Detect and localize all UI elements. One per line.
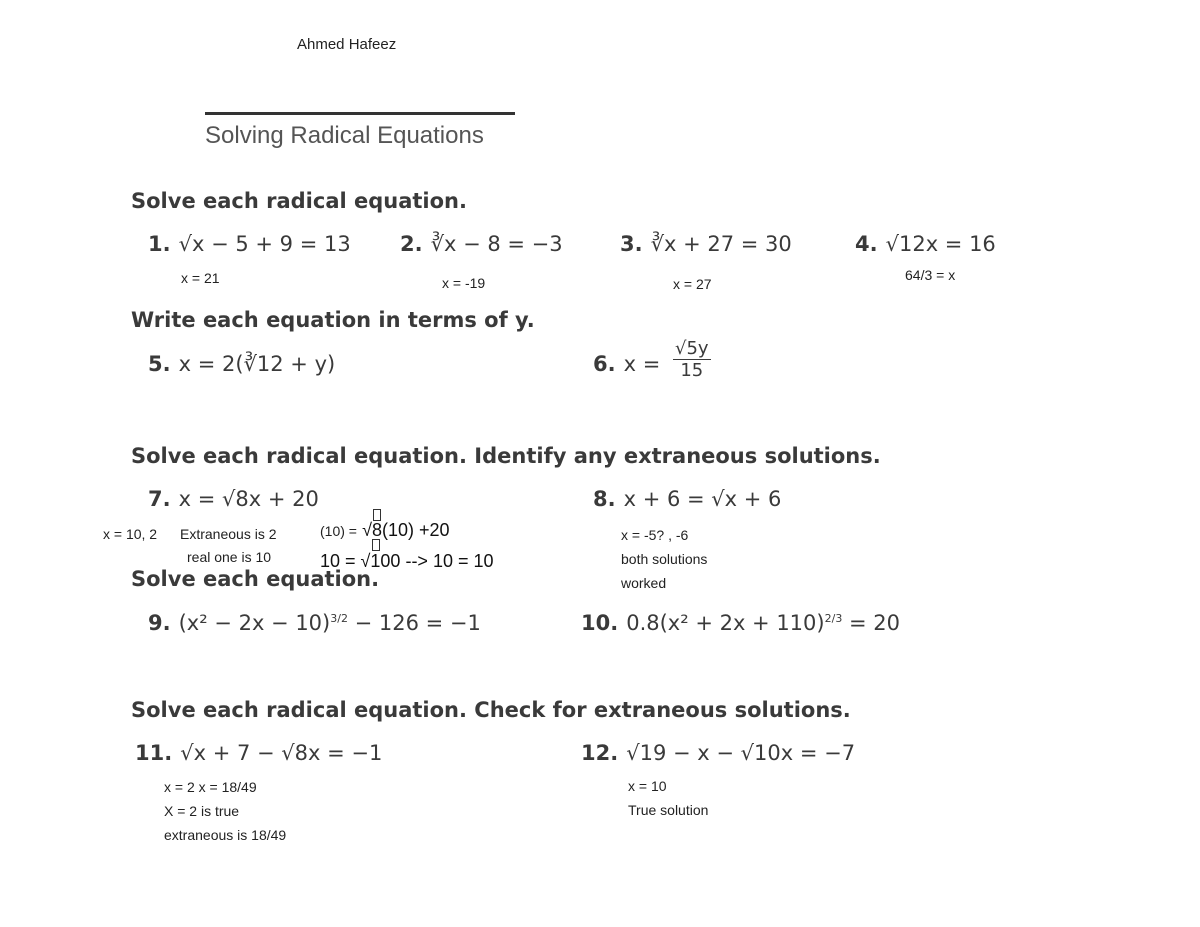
section-heading-4: Solve each equation. xyxy=(131,567,380,591)
author-name: Ahmed Hafeez xyxy=(297,36,397,53)
answer-7-check-1 xyxy=(320,520,450,541)
problem-number: 3. xyxy=(620,232,643,256)
problem-exponent: 3/2 xyxy=(330,612,348,625)
section-heading-3: Solve each radical equation. Identify any extraneous solutions. xyxy=(131,444,881,468)
problem-5 xyxy=(148,352,335,376)
problem-number: 8. xyxy=(593,487,616,511)
problem-expression: x + 6 = √x + 6 xyxy=(623,487,782,511)
problem-8 xyxy=(593,487,781,511)
problem-exponent: 2/3 xyxy=(824,612,843,625)
problem-number: 2. xyxy=(400,232,423,256)
problem-3 xyxy=(620,232,792,256)
answer-11-line-2: X = 2 is true xyxy=(164,803,240,819)
problem-number: 1. xyxy=(148,232,171,256)
answer-7-real: real one is 10 xyxy=(187,549,272,565)
problem-rest: = 20 xyxy=(849,611,900,635)
problem-base: (x² − 2x − 10) xyxy=(178,611,331,635)
missing-glyph-box-bottom xyxy=(372,539,380,551)
check-1-rhs: √8(10) +20 xyxy=(362,520,450,540)
problem-number: 10. xyxy=(581,611,619,635)
title-rule xyxy=(205,112,515,115)
problem-base: 0.8(x² + 2x + 110) xyxy=(626,611,825,635)
problem-10 xyxy=(581,611,900,635)
section-heading-5: Solve each radical equation. Check for extraneous solutions. xyxy=(131,698,851,722)
problem-number: 9. xyxy=(148,611,171,635)
answer-7-check-2: 10 = √100 --> 10 = 10 xyxy=(320,551,494,571)
answer-12-line-1: x = 10 xyxy=(628,778,667,794)
fraction-denominator: 15 xyxy=(680,360,704,381)
problem-lhs: x = xyxy=(623,352,661,376)
fraction-numerator: √5y xyxy=(674,338,709,359)
problem-expression: √x − 5 + 9 = 13 xyxy=(178,232,351,256)
problem-11 xyxy=(135,741,382,765)
answer-8-line-3: worked xyxy=(621,575,667,591)
answer-7-extraneous: Extraneous is 2 xyxy=(180,526,277,542)
problem-number: 4. xyxy=(855,232,878,256)
section-heading-1: Solve each radical equation. xyxy=(131,189,467,213)
answer-11-line-1: x = 2 x = 18/49 xyxy=(164,779,257,795)
problem-expression: √19 − x − √10x = −7 xyxy=(626,741,856,765)
section-heading-2: Write each equation in terms of y. xyxy=(131,308,535,332)
problem-rest: − 126 = −1 xyxy=(354,611,481,635)
problem-number: 7. xyxy=(148,487,171,511)
answer-11-line-3: extraneous is 18/49 xyxy=(164,827,287,843)
problem-number: 6. xyxy=(593,352,616,376)
problem-expression: ∛x − 8 = −3 xyxy=(430,232,563,256)
answer-8-line-2: both solutions xyxy=(621,551,708,567)
problem-7 xyxy=(148,487,319,511)
answer-7-solutions: x = 10, 2 xyxy=(103,526,158,542)
problem-expression: √x + 7 − √8x = −1 xyxy=(180,741,383,765)
page-title: Solving Radical Equations xyxy=(205,122,484,149)
problem-expression: x = √8x + 20 xyxy=(178,487,319,511)
problem-4 xyxy=(855,232,996,256)
answer-2: x = -19 xyxy=(442,275,486,291)
answer-3: x = 27 xyxy=(673,276,712,292)
answer-8-line-1: x = -5? , -6 xyxy=(621,527,689,543)
problem-1 xyxy=(148,232,351,256)
answer-12-line-2: True solution xyxy=(628,802,709,818)
problem-expression: x = 2(∛12 + y) xyxy=(178,352,336,376)
answer-1: x = 21 xyxy=(181,270,220,286)
problem-9 xyxy=(148,611,481,635)
answer-4: 64/3 = x xyxy=(905,267,956,283)
problem-expression: √12x = 16 xyxy=(885,232,996,256)
fraction xyxy=(673,338,711,381)
problem-6 xyxy=(593,338,711,381)
problem-number: 5. xyxy=(148,352,171,376)
problem-2 xyxy=(400,232,563,256)
problem-number: 12. xyxy=(581,741,619,765)
problem-number: 11. xyxy=(135,741,173,765)
check-1-lhs: (10) = xyxy=(320,523,357,539)
problem-expression: ∛x + 27 = 30 xyxy=(650,232,792,256)
problem-12 xyxy=(581,741,855,765)
